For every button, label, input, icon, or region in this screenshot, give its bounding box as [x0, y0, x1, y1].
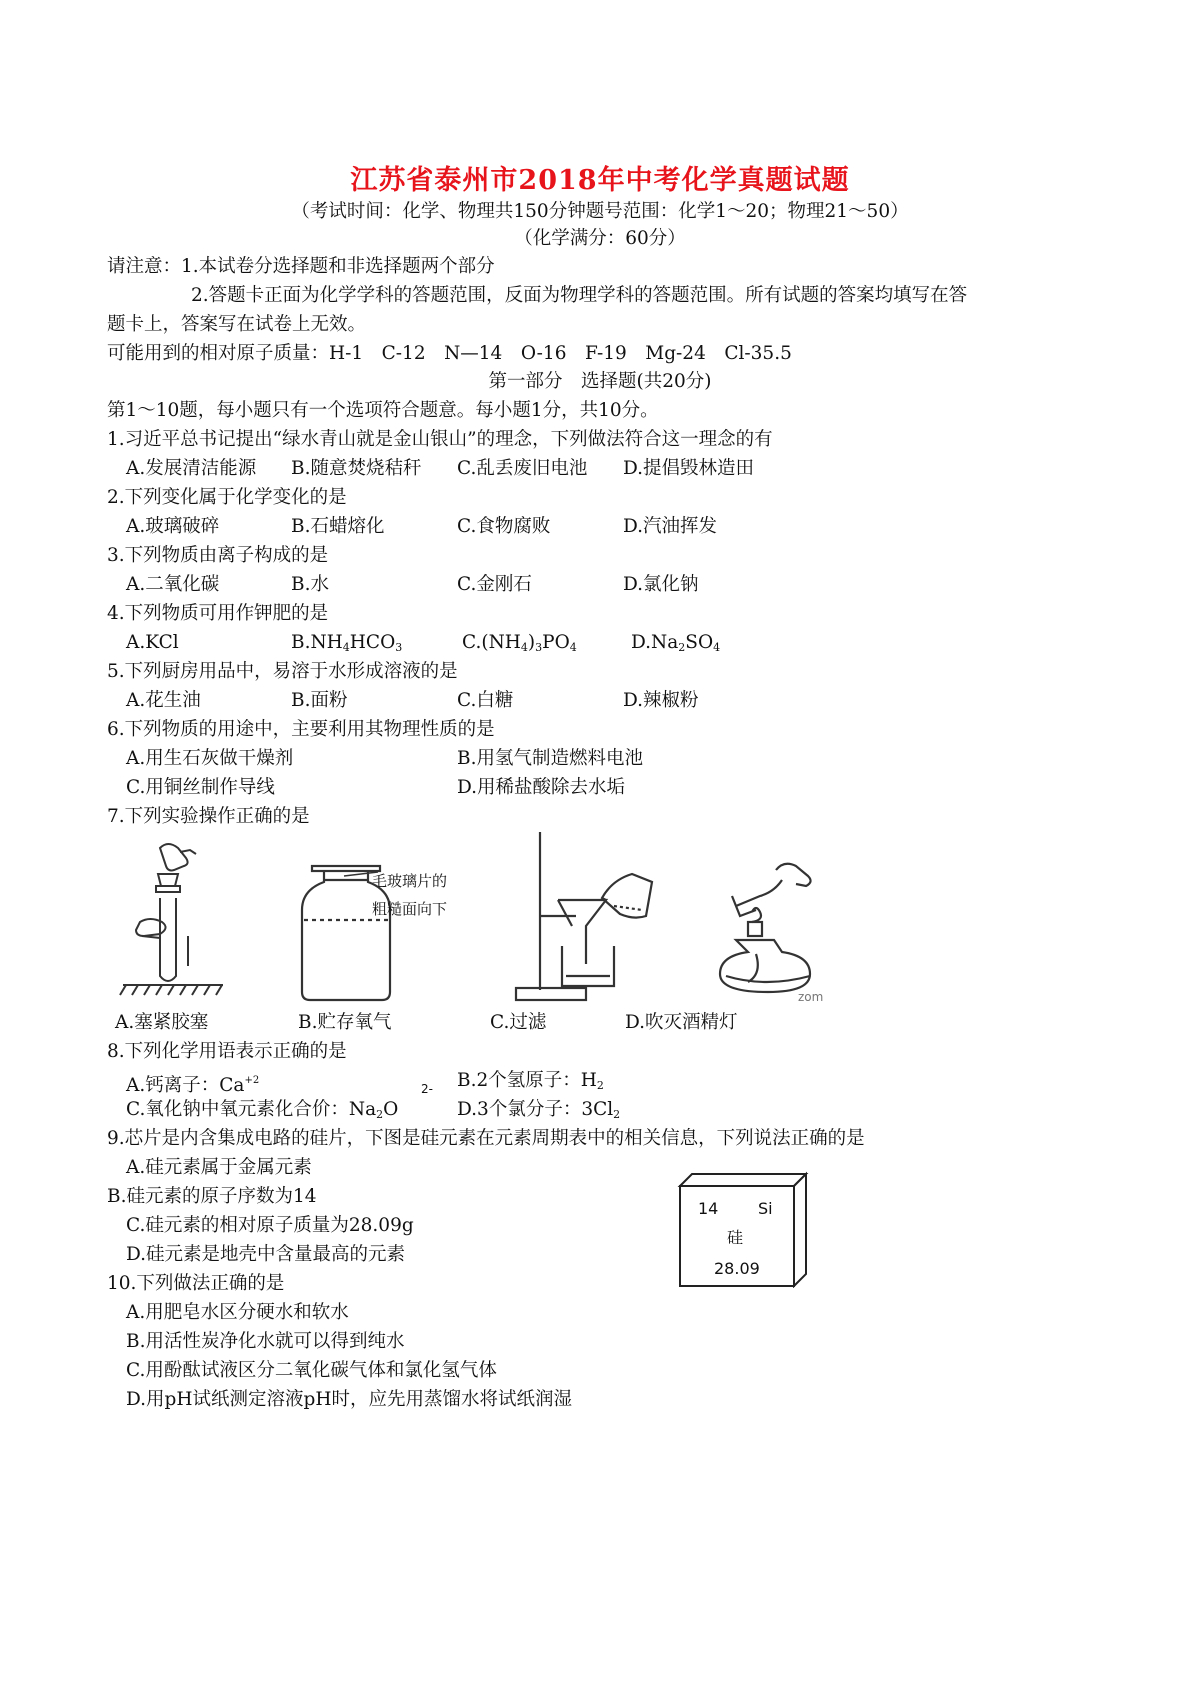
q4-option-b: $B.NH_4HCO_3$: [291, 632, 403, 654]
q2-option-d: D.汽油挥发: [623, 516, 718, 537]
part-one-instructions: 第1～10题，每小题只有一个选项符合题意。每小题1分，共10分。: [107, 400, 659, 421]
q7-option-a: A.塞紧胶塞: [115, 1012, 209, 1033]
q2-option-b: B.石蜡熔化: [291, 516, 385, 537]
element-atomic-mass: 28.09: [714, 1259, 760, 1278]
q9-option-c: C.硅元素的相对原子质量为28.09g: [126, 1215, 414, 1236]
element-atomic-number: 14: [698, 1199, 719, 1218]
q5-option-b: B.面粉: [291, 690, 348, 711]
figure-alcohol-lamp: [712, 856, 840, 1006]
question-3: 3.下列物质由离子构成的是: [107, 545, 329, 566]
q10-option-a: A.用肥皂水区分硬水和软水: [126, 1302, 349, 1323]
q5-option-d: D.辣椒粉: [623, 690, 699, 711]
full-score-note: （化学满分：60分）: [514, 228, 686, 249]
atomic-mass-line: 可能用到的相对原子质量：H-1 C-12 N—14 O-16 F-19 Mg-24 Cl-35.5: [107, 343, 792, 364]
question-8: 8.下列化学用语表示正确的是: [107, 1041, 347, 1062]
q7-option-c: C.过滤: [490, 1012, 547, 1033]
q3-option-c: C.金刚石: [457, 574, 532, 595]
q6-option-d: D.用稀盐酸除去水垢: [457, 777, 626, 798]
q7-option-d: D.吹灭酒精灯: [625, 1012, 738, 1033]
q4-option-d: $D.Na_2SO_4$: [631, 632, 721, 654]
figure-filtration-apparatus: [496, 828, 666, 1006]
q3-option-a: A.二氧化碳: [126, 574, 220, 595]
frosted-glass-label-1: 毛玻璃片的: [372, 872, 448, 890]
question-2: 2.下列变化属于化学变化的是: [107, 487, 347, 508]
question-9: 9.芯片是内含集成电路的硅片，下图是硅元素在元素周期表中的相关信息，下列说法正确的是: [107, 1128, 865, 1149]
element-chinese-name: 硅: [727, 1228, 744, 1247]
q10-option-d: D.用pH试纸测定溶液pH时，应先用蒸馏水将试纸润湿: [126, 1389, 573, 1410]
frosted-glass-label-2: 粗糙面向下: [372, 900, 448, 918]
question-7: 7.下列实验操作正确的是: [107, 806, 310, 827]
q9-option-b: B.硅元素的原子序数为14: [107, 1186, 317, 1207]
q1-option-c: C.乱丢废旧电池: [457, 458, 588, 479]
q5-option-c: C.白糖: [457, 690, 514, 711]
part-one-heading: 第一部分 选择题(共20分): [488, 371, 712, 392]
q10-option-c: C.用酚酞试液区分二氧化碳气体和氯化氢气体: [126, 1360, 497, 1381]
notice-line-1: 请注意：1.本试卷分选择题和非选择题两个部分: [107, 256, 495, 277]
q9-option-d: D.硅元素是地壳中含量最高的元素: [126, 1244, 406, 1265]
q5-option-a: A.花生油: [126, 690, 201, 711]
q10-option-b: B.用活性炭净化水就可以得到纯水: [126, 1331, 405, 1352]
question-4: 4.下列物质可用作钾肥的是: [107, 603, 329, 624]
q1-option-b: B.随意焚烧秸秆: [291, 458, 422, 479]
figure-stopper-test-tube: [118, 840, 228, 1005]
notice-line-2: 2.答题卡正面为化学学科的答题范围，反面为物理学科的答题范围。所有试题的答案均填写在答: [191, 285, 968, 306]
q3-option-b: B.水: [291, 574, 329, 595]
q7-option-b: B.贮存氧气: [298, 1012, 392, 1033]
q1-option-d: D.提倡毁林造田: [623, 458, 755, 479]
q2-option-c: C.食物腐败: [457, 516, 551, 537]
question-10: 10.下列做法正确的是: [107, 1273, 285, 1294]
lamp-watermark: zom: [798, 990, 824, 1004]
element-symbol: Si: [758, 1199, 773, 1218]
q8-option-b: B.2个氢原子：$H_2$: [457, 1070, 604, 1092]
page-title: 江苏省泰州市2018年中考化学真题试题: [350, 165, 850, 196]
q6-option-b: B.用氢气制造燃料电池: [457, 748, 643, 769]
q2-option-a: A.玻璃破碎: [126, 516, 220, 537]
q4-option-a: A.KCl: [126, 632, 179, 653]
question-1: 1.习近平总书记提出“绿水青山就是金山银山”的理念，下列做法符合这一理念的有: [107, 429, 773, 450]
q6-option-a: A.用生石灰做干燥剂: [126, 748, 294, 769]
question-6: 6.下列物质的用途中，主要利用其物理性质的是: [107, 719, 495, 740]
question-5: 5.下列厨房用品中，易溶于水形成溶液的是: [107, 661, 458, 682]
q9-option-a: A.硅元素属于金属元素: [126, 1157, 312, 1178]
q8-valence-mark: 2-: [421, 1082, 433, 1096]
q8-option-a: A.钙离子：$Ca^{+2}$: [126, 1075, 260, 1096]
notice-line-3: 题卡上，答案写在试卷上无效。: [107, 314, 367, 335]
q3-option-d: D.氯化钠: [623, 574, 699, 595]
q1-option-a: A.发展清洁能源: [126, 458, 257, 479]
q4-option-c: $C.(NH_4)_3PO_4$: [462, 632, 577, 654]
exam-time-note: （考试时间：化学、物理共150分钟题号范围：化学1～20；物理21～50）: [291, 201, 909, 222]
q6-option-c: C.用铜丝制作导线: [126, 777, 275, 798]
q8-option-c: C.氧化钠中氧元素化合价：$Na_2O$: [126, 1099, 399, 1121]
q8-option-d: D.3个氯分子：$3Cl_2$: [457, 1099, 621, 1121]
